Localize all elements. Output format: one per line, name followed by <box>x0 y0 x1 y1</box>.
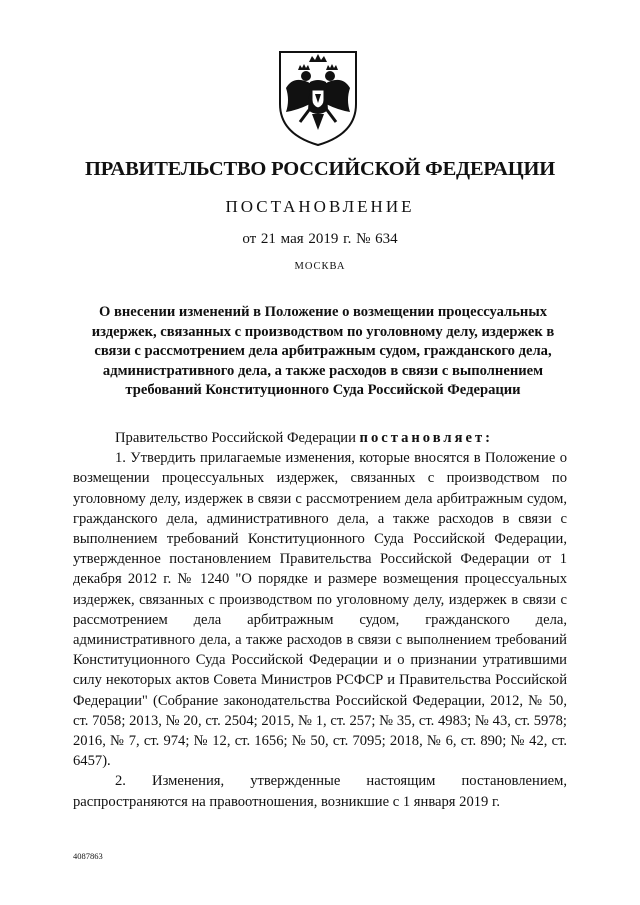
coat-of-arms-icon <box>276 48 360 148</box>
preamble-emphasis: постановляет: <box>359 430 493 446</box>
document-number-footer: 4087863 <box>73 851 103 861</box>
document-body <box>73 428 567 812</box>
paragraph-1: 1. Утвердить прилагаемые изменения, которые вносятся в Положение о возмещении процессуальных издержек, связанных с производством по уголовному делу, издержек в связи с рассмотрением дела арбитражным судом, гражданского дела, административного дела, а также расходов в связи с выполнением требований Конституционного Суда Российской Федерации, утвержденное постановлением Правительства Российской Федерации от 1 декабря 2012 г. № 1240 "О порядке и размере возмещения процессуальных издержек, связанных с производством по уголовному делу, издержек в связи с рассмотрением дела арбитражным судом, гражданского дела, административного дела, а также расходов в связи с выполнением требований Конституционного Суда Российской Федерации и о признании утратившими силу некоторых актов Совета Министров РСФСР и Правительства Российской Федерации" (Собрание законодательства Российской Федерации, 2012, № 50, ст. 7058; 2013, № 20, ст. 2504; 2015, № 1, ст. 257; № 35, ст. 4983; № 43, ст. 5978; 2016, № 7, ст. 974; № 12, ст. 1656; № 50, ст. 7095; 2018, № 6, ст. 890; № 42, ст. 6457). <box>73 450 567 770</box>
government-title: ПРАВИТЕЛЬСТВО РОССИЙСКОЙ ФЕДЕРАЦИИ <box>85 158 555 180</box>
city: МОСКВА <box>294 261 346 272</box>
preamble-text: Правительство Российской Федерации <box>115 430 360 446</box>
date-and-number: от 21 мая 2019 г. № 634 <box>242 231 398 247</box>
document-type: ПОСТАНОВЛЕНИЕ <box>225 197 415 216</box>
paragraph-2: 2. Изменения, утвержденные настоящим постановлением, распространяются на правоотношения, возникшие с 1 января 2019 г. <box>73 773 567 810</box>
preamble <box>73 428 567 448</box>
document-heading: О внесении изменений в Положение о возмещении процессуальных издержек, связанных с производством по уголовному делу, издержек в связи с рассмотрением дела арбитражным судом, гражданского дела, административного дела, а также расходов в связи с выполнением требований Конституционного Суда Российской Федерации <box>91 304 555 398</box>
